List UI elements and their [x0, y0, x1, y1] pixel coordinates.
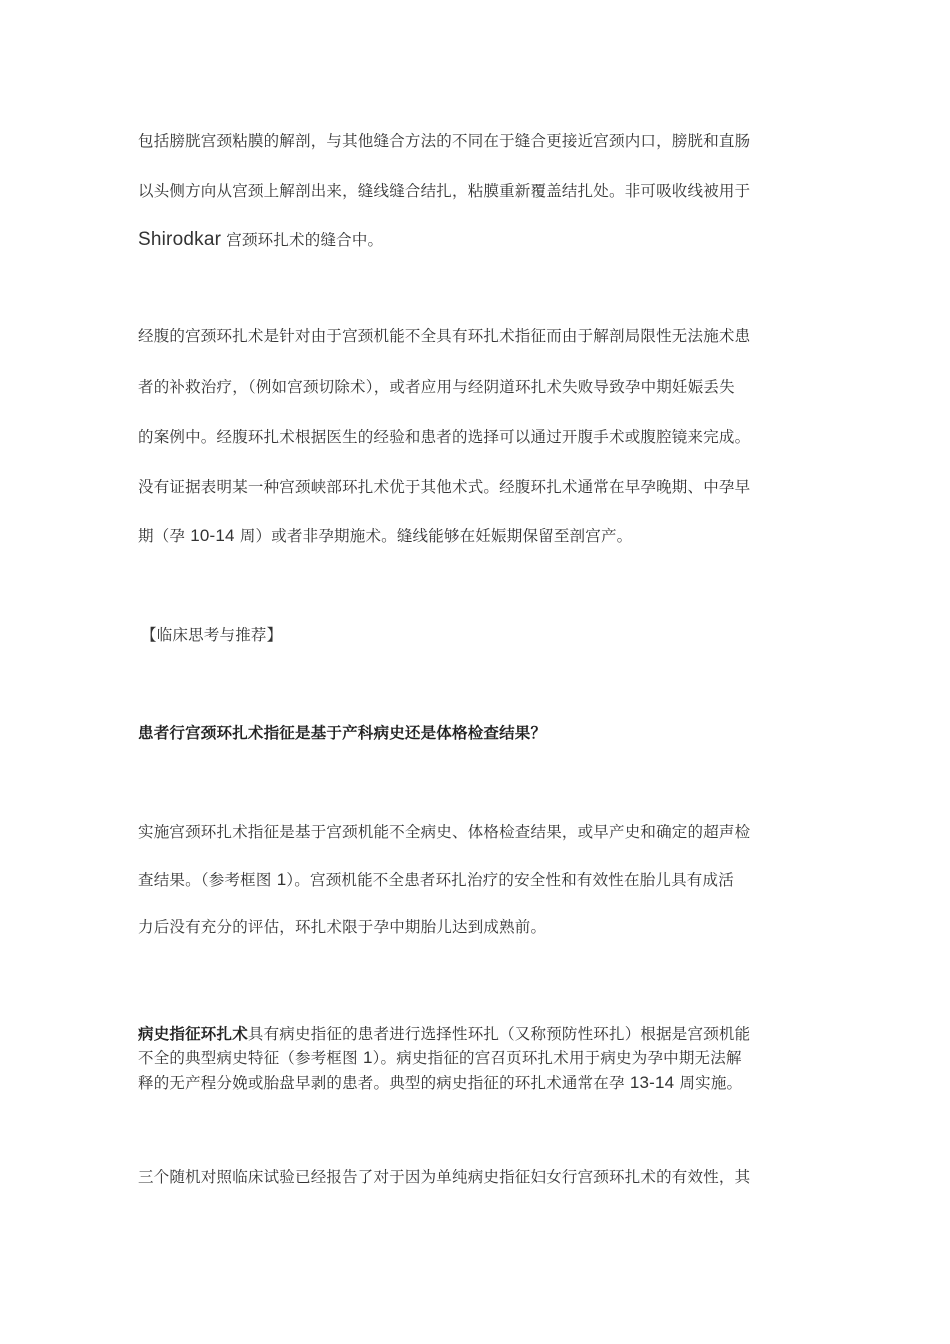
term-shirodkar: Shirodkar	[138, 229, 222, 250]
para1-line1: 包括膀胱宫颈粘膜的解剖，与其他缝合方法的不同在于缝合更接近宫颈内口，膀胱和直肠	[138, 132, 751, 150]
term-history-indicated-cerclage: 病史指征环扎术	[138, 1025, 248, 1043]
para4-line3-b: 周实施。	[674, 1074, 743, 1092]
para4-line3	[138, 1072, 818, 1094]
para2-line3: 的案例中。经腹环扎术根据医生的经验和患者的选择可以通过开腹手术或腹腔镜来完成。	[138, 428, 751, 446]
para1-line2: 以头侧方向从宫颈上解剖出来，缝线缝合结扎，粘膜重新覆盖结扎处。非可吸收线被用于	[138, 182, 751, 200]
question-heading: 患者行宫颈环扎术指征是基于产科病史还是体格检查结果？	[138, 724, 547, 742]
para4-line3-a: 释的无产程分娩或胎盘早剥的患者。典型的病史指征的环扎术通常在孕	[138, 1074, 630, 1092]
week-range: 13-14	[629, 1073, 675, 1092]
para3-line2	[138, 869, 818, 891]
para2-line1: 经腹的宫颈环扎术是针对由于宫颈机能不全具有环扎术指征而由于解剖局限性无法施术患	[138, 327, 751, 345]
para4-line1	[138, 1023, 818, 1045]
para1-line3-rest: 宫颈环扎术的缝合中。	[221, 231, 384, 249]
para2-line5-b: 周）或者非孕期施术。缝线能够在妊娠期保留至剖宫产。	[234, 527, 633, 545]
para2-line4: 没有证据表明某一种宫颈峡部环扎术优于其他术式。经腹环扎术通常在早孕晚期、中孕早	[138, 478, 751, 496]
para4-line2-b: ）。病史指征的宫召页环扎术用于病史为孕中期无法解	[372, 1049, 742, 1067]
para4-line1-rest: 具有病史指征的患者进行选择性环扎（又称预防性环扎）根据是宫颈机能	[247, 1025, 751, 1043]
para1-line3	[138, 229, 818, 251]
section-heading: 【临床思考与推荐】	[141, 626, 283, 644]
para3-line3: 力后没有充分的评估，环扎术限于孕中期胎儿达到成熟前。	[138, 918, 547, 936]
week-range: 10-14	[190, 526, 235, 545]
para3-line1: 实施宫颈环扎术指征是基于宫颈机能不全病史、体格检查结果，或早产史和确定的超声检	[138, 823, 751, 841]
figure-ref: 1	[362, 1048, 373, 1067]
para4-line2-a: 不全的典型病史特征（参考框图	[138, 1049, 363, 1067]
para3-line2-b: ）。宫颈机能不全患者环扎治疗的安全性和有效性在胎儿具有成活	[286, 871, 734, 889]
para4-line2	[138, 1047, 818, 1069]
para2-line5	[138, 525, 818, 547]
para5-line1: 三个随机对照临床试验已经报告了对于因为单纯病史指征妇女行宫颈环扎术的有效性，其	[138, 1168, 751, 1186]
para2-line5-a: 期（孕	[138, 527, 191, 545]
para2-line2: 者的补救治疗，（例如宫颈切除术），或者应用与经阴道环扎术失败导致孕中期妊娠丢失	[138, 378, 735, 396]
figure-ref: 1	[276, 870, 287, 889]
para3-line2-a: 查结果。（参考框图	[138, 871, 277, 889]
